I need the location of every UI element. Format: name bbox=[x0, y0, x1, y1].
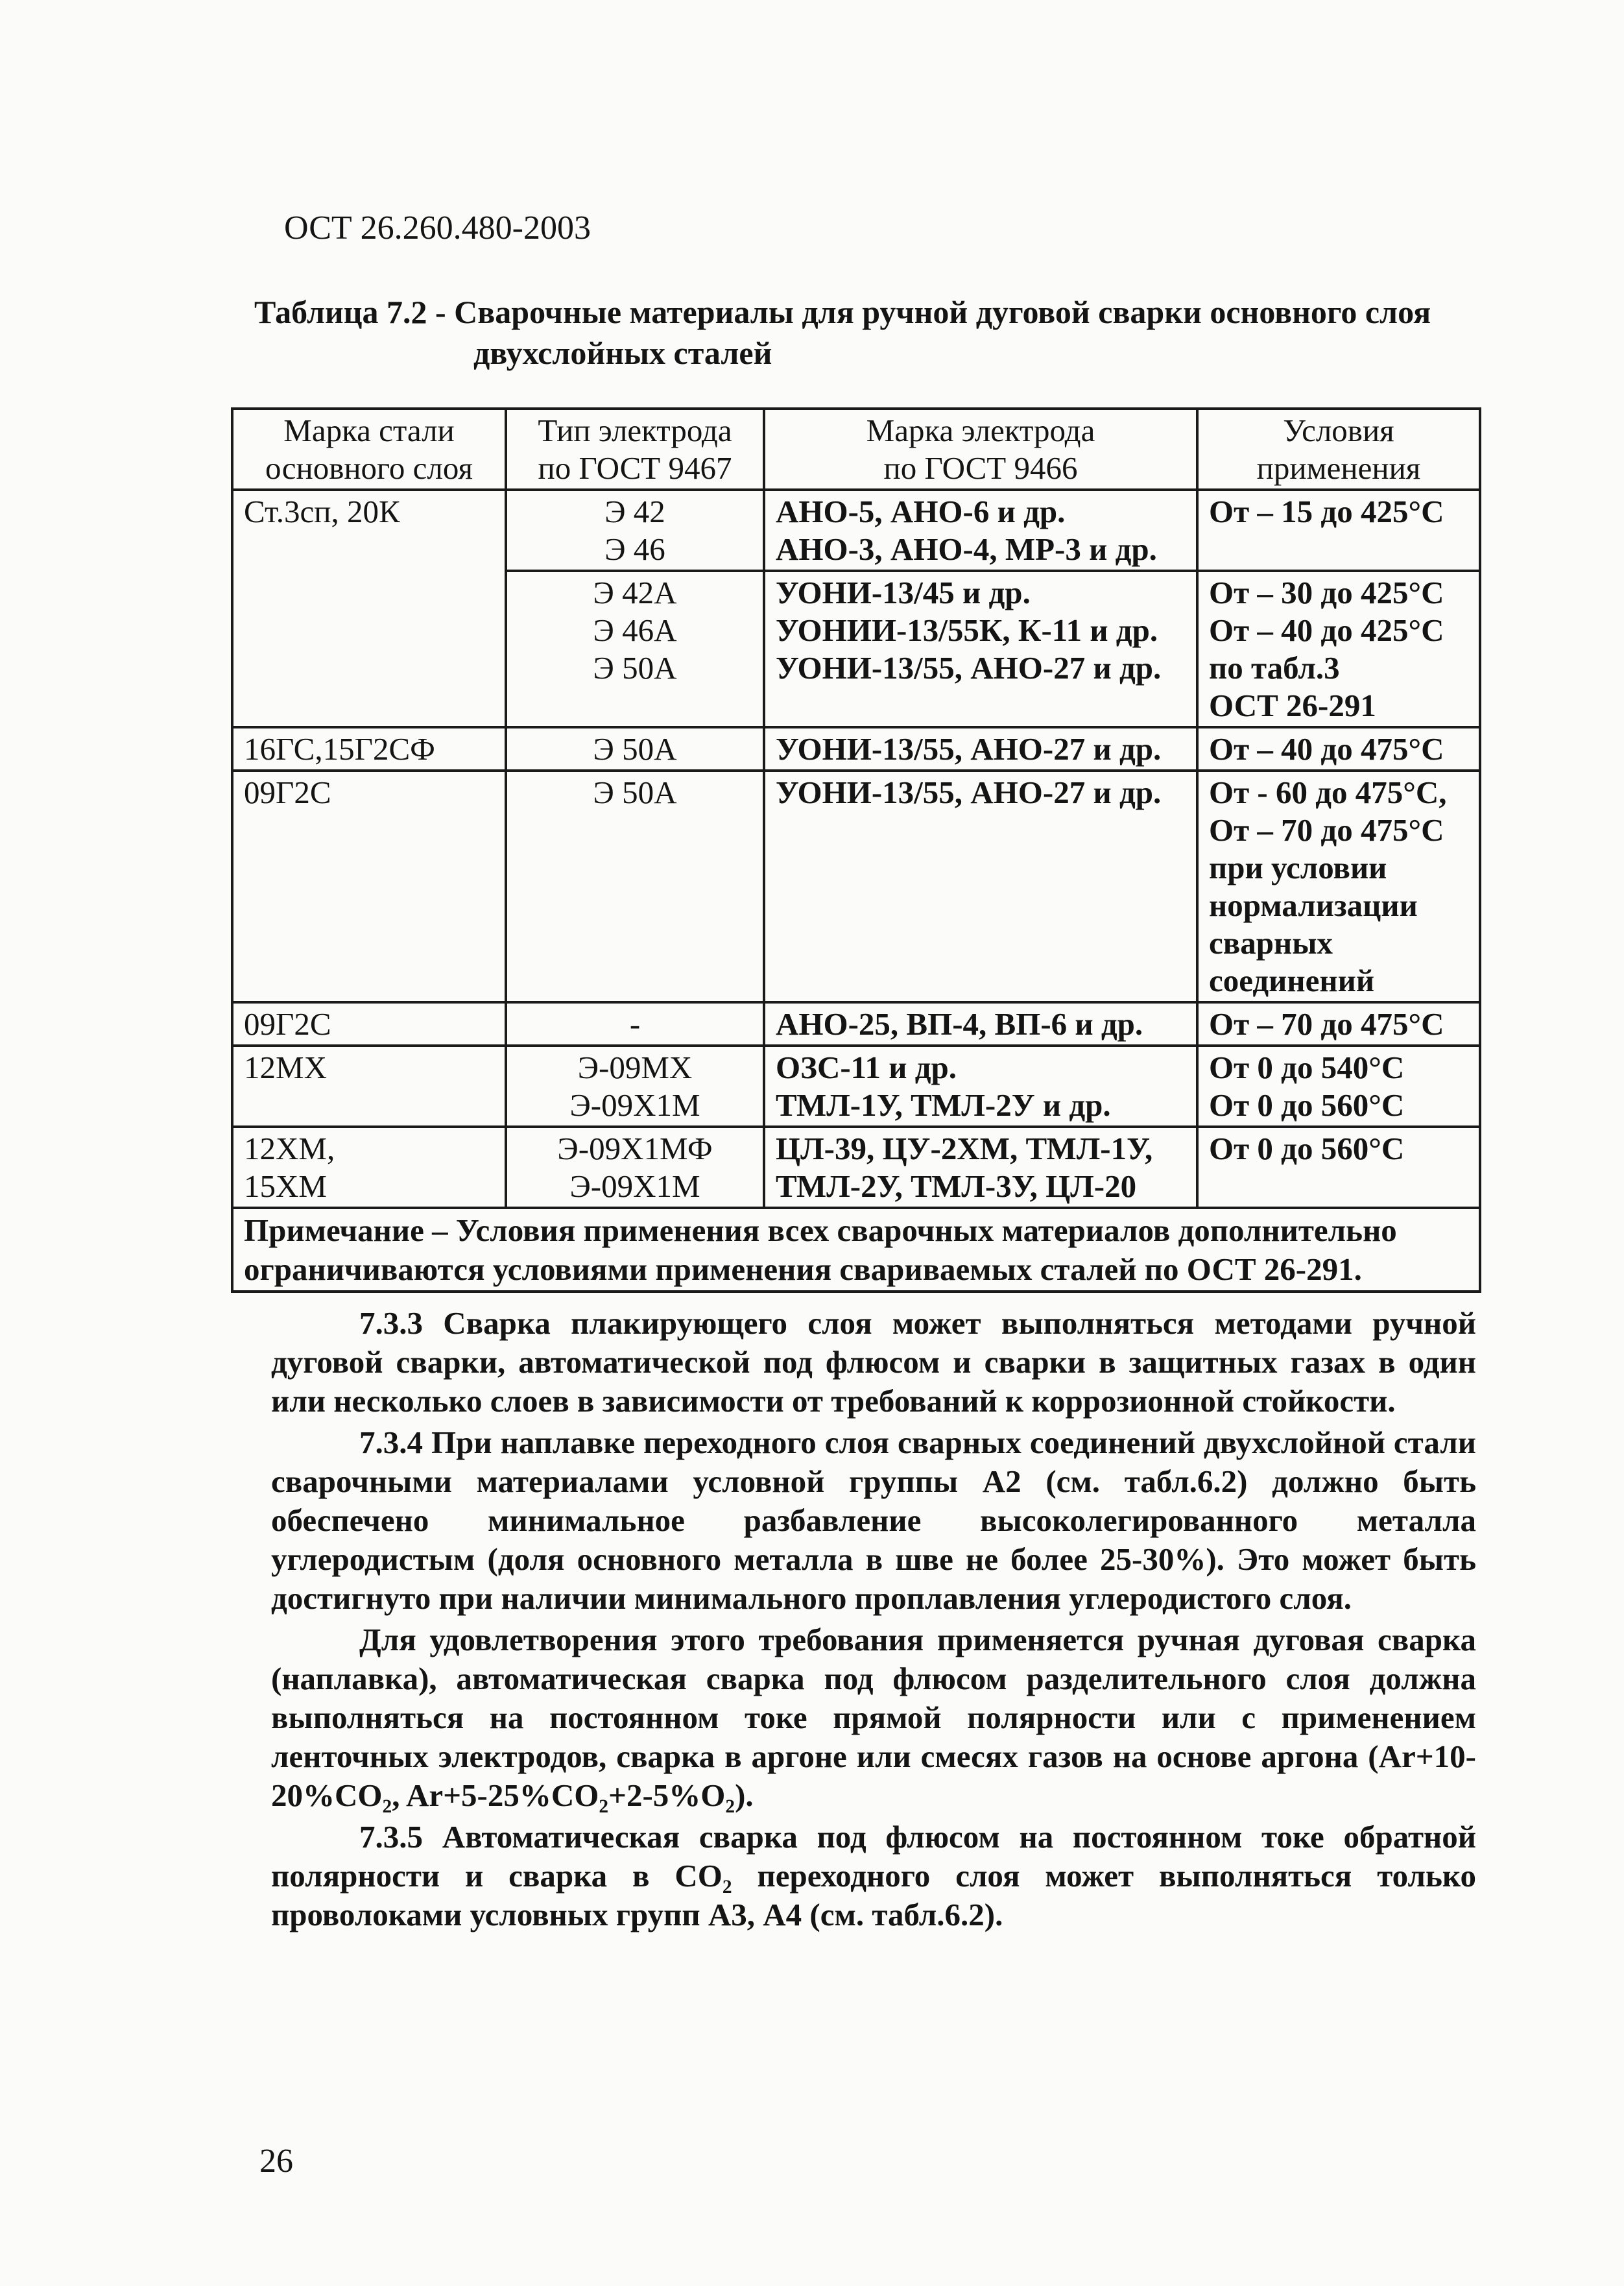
cell-conditions: От – 15 до 425°С bbox=[1197, 490, 1480, 571]
table-row bbox=[232, 771, 1480, 1002]
page-number: 26 bbox=[259, 2143, 293, 2180]
document-code: ОСТ 26.260.480-2003 bbox=[284, 210, 591, 247]
header-steel-grade: Марка стали основного слоя bbox=[232, 409, 506, 490]
paragraph-7-3-5: 7.3.5 Автоматическая сварка под флюсом на постоянном токе обратной полярности и сварка в CO₂ переходного слоя может выполняться только проволоками условных групп А3, А4 (см. табл.6.2). bbox=[271, 1819, 1476, 1932]
paragraph-7-3-4: 7.3.4 При наплавке переходного слоя сварных соединений двухслойной стали сварочными материалами условной группы А2 (см. табл.6.2) должно быть обеспечено минимальное разбавление высоколегированного металла углеродистым (доля основного металла в шве не более 25-30%). Это может быть достигнуто при наличии минимального проплавления углеродистого слоя. bbox=[271, 1425, 1476, 1616]
table-row bbox=[232, 490, 1480, 571]
cell-conditions: От – 30 до 425°С От – 40 до 425°С по табл.3 ОСТ 26-291 bbox=[1197, 571, 1480, 727]
cell-mark: УОНИ-13/45 и др. УОНИИ-13/55К, К-11 и др. УОНИ-13/55, АНО-27 и др. bbox=[764, 571, 1197, 727]
body-text bbox=[271, 1304, 1476, 1937]
cell-mark: ОЗС-11 и др. ТМЛ-1У, ТМЛ-2У и др. bbox=[764, 1046, 1197, 1127]
header-conditions: Условия применения bbox=[1197, 409, 1480, 490]
cell-mark: АНО-25, ВП-4, ВП-6 и др. bbox=[764, 1002, 1197, 1046]
cell-type: Э 42А Э 46А Э 50А bbox=[506, 571, 764, 727]
welding-materials-table bbox=[231, 407, 1481, 1293]
header-electrode-mark: Марка электрода по ГОСТ 9466 bbox=[764, 409, 1197, 490]
header-electrode-type: Тип электрода по ГОСТ 9467 bbox=[506, 409, 764, 490]
cell-steel: 16ГС,15Г2СФ bbox=[232, 727, 506, 771]
cell-type: - bbox=[506, 1002, 764, 1046]
cell-conditions: От - 60 до 475°С, От – 70 до 475°С при условии нормализации сварных соединений bbox=[1197, 771, 1480, 1002]
cell-type: Э-09Х1МФ Э-09Х1М bbox=[506, 1127, 764, 1208]
cell-type: Э-09МХ Э-09Х1М bbox=[506, 1046, 764, 1127]
table-note: Примечание – Условия применения всех сварочных материалов дополнительно ограничиваются условиями применения свариваемых сталей по ОСТ 26-291. bbox=[232, 1208, 1480, 1292]
paragraph-7-3-3: 7.3.3 Сварка плакирующего слоя может выполняться методами ручной дуговой сварки, автоматической под флюсом и сварки в защитных газах в один или несколько слоев в зависимости от требований к коррозионной стойкости. bbox=[271, 1305, 1476, 1419]
cell-conditions: От 0 до 560°С bbox=[1197, 1127, 1480, 1208]
table-note-row bbox=[232, 1208, 1480, 1292]
table-header-row bbox=[232, 409, 1480, 490]
cell-steel: Ст.3сп, 20К bbox=[232, 490, 506, 727]
cell-type: Э 42 Э 46 bbox=[506, 490, 764, 571]
table-row bbox=[232, 1127, 1480, 1208]
cell-mark: УОНИ-13/55, АНО-27 и др. bbox=[764, 771, 1197, 1002]
cell-type: Э 50А bbox=[506, 727, 764, 771]
cell-steel: 09Г2С bbox=[232, 771, 506, 1002]
cell-mark: АНО-5, АНО-6 и др. АНО-3, АНО-4, МР-3 и др. bbox=[764, 490, 1197, 571]
cell-type: Э 50А bbox=[506, 771, 764, 1002]
cell-mark: ЦЛ-39, ЦУ-2ХМ, ТМЛ-1У, ТМЛ-2У, ТМЛ-3У, ЦЛ-20 bbox=[764, 1127, 1197, 1208]
cell-steel: 09Г2С bbox=[232, 1002, 506, 1046]
table-row bbox=[232, 1046, 1480, 1127]
caption-line-1: Таблица 7.2 - Сварочные материалы для ручной дуговой сварки основного слоя bbox=[254, 294, 1431, 330]
cell-conditions: От – 40 до 475°С bbox=[1197, 727, 1480, 771]
table-caption bbox=[254, 292, 1461, 374]
table-row bbox=[232, 727, 1480, 771]
table-row bbox=[232, 1002, 1480, 1046]
cell-steel: 12ХМ, 15ХМ bbox=[232, 1127, 506, 1208]
cell-mark: УОНИ-13/55, АНО-27 и др. bbox=[764, 727, 1197, 771]
cell-steel: 12МХ bbox=[232, 1046, 506, 1127]
paragraph-requirement: Для удовлетворения этого требования применяется ручная дуговая сварка (наплавка), автоматическая сварка под флюсом разделительного слоя должна выполняться на постоянном токе прямой полярности или с применением ленточных электродов, сварка в аргоне или смесях газов на основе аргона (Ar+10-20%CO₂, Ar+5-25%CO₂+2-5%O₂). bbox=[271, 1622, 1476, 1813]
cell-conditions: От 0 до 540°С От 0 до 560°С bbox=[1197, 1046, 1480, 1127]
cell-conditions: От – 70 до 475°С bbox=[1197, 1002, 1480, 1046]
caption-line-2: двухслойных сталей bbox=[473, 335, 772, 371]
